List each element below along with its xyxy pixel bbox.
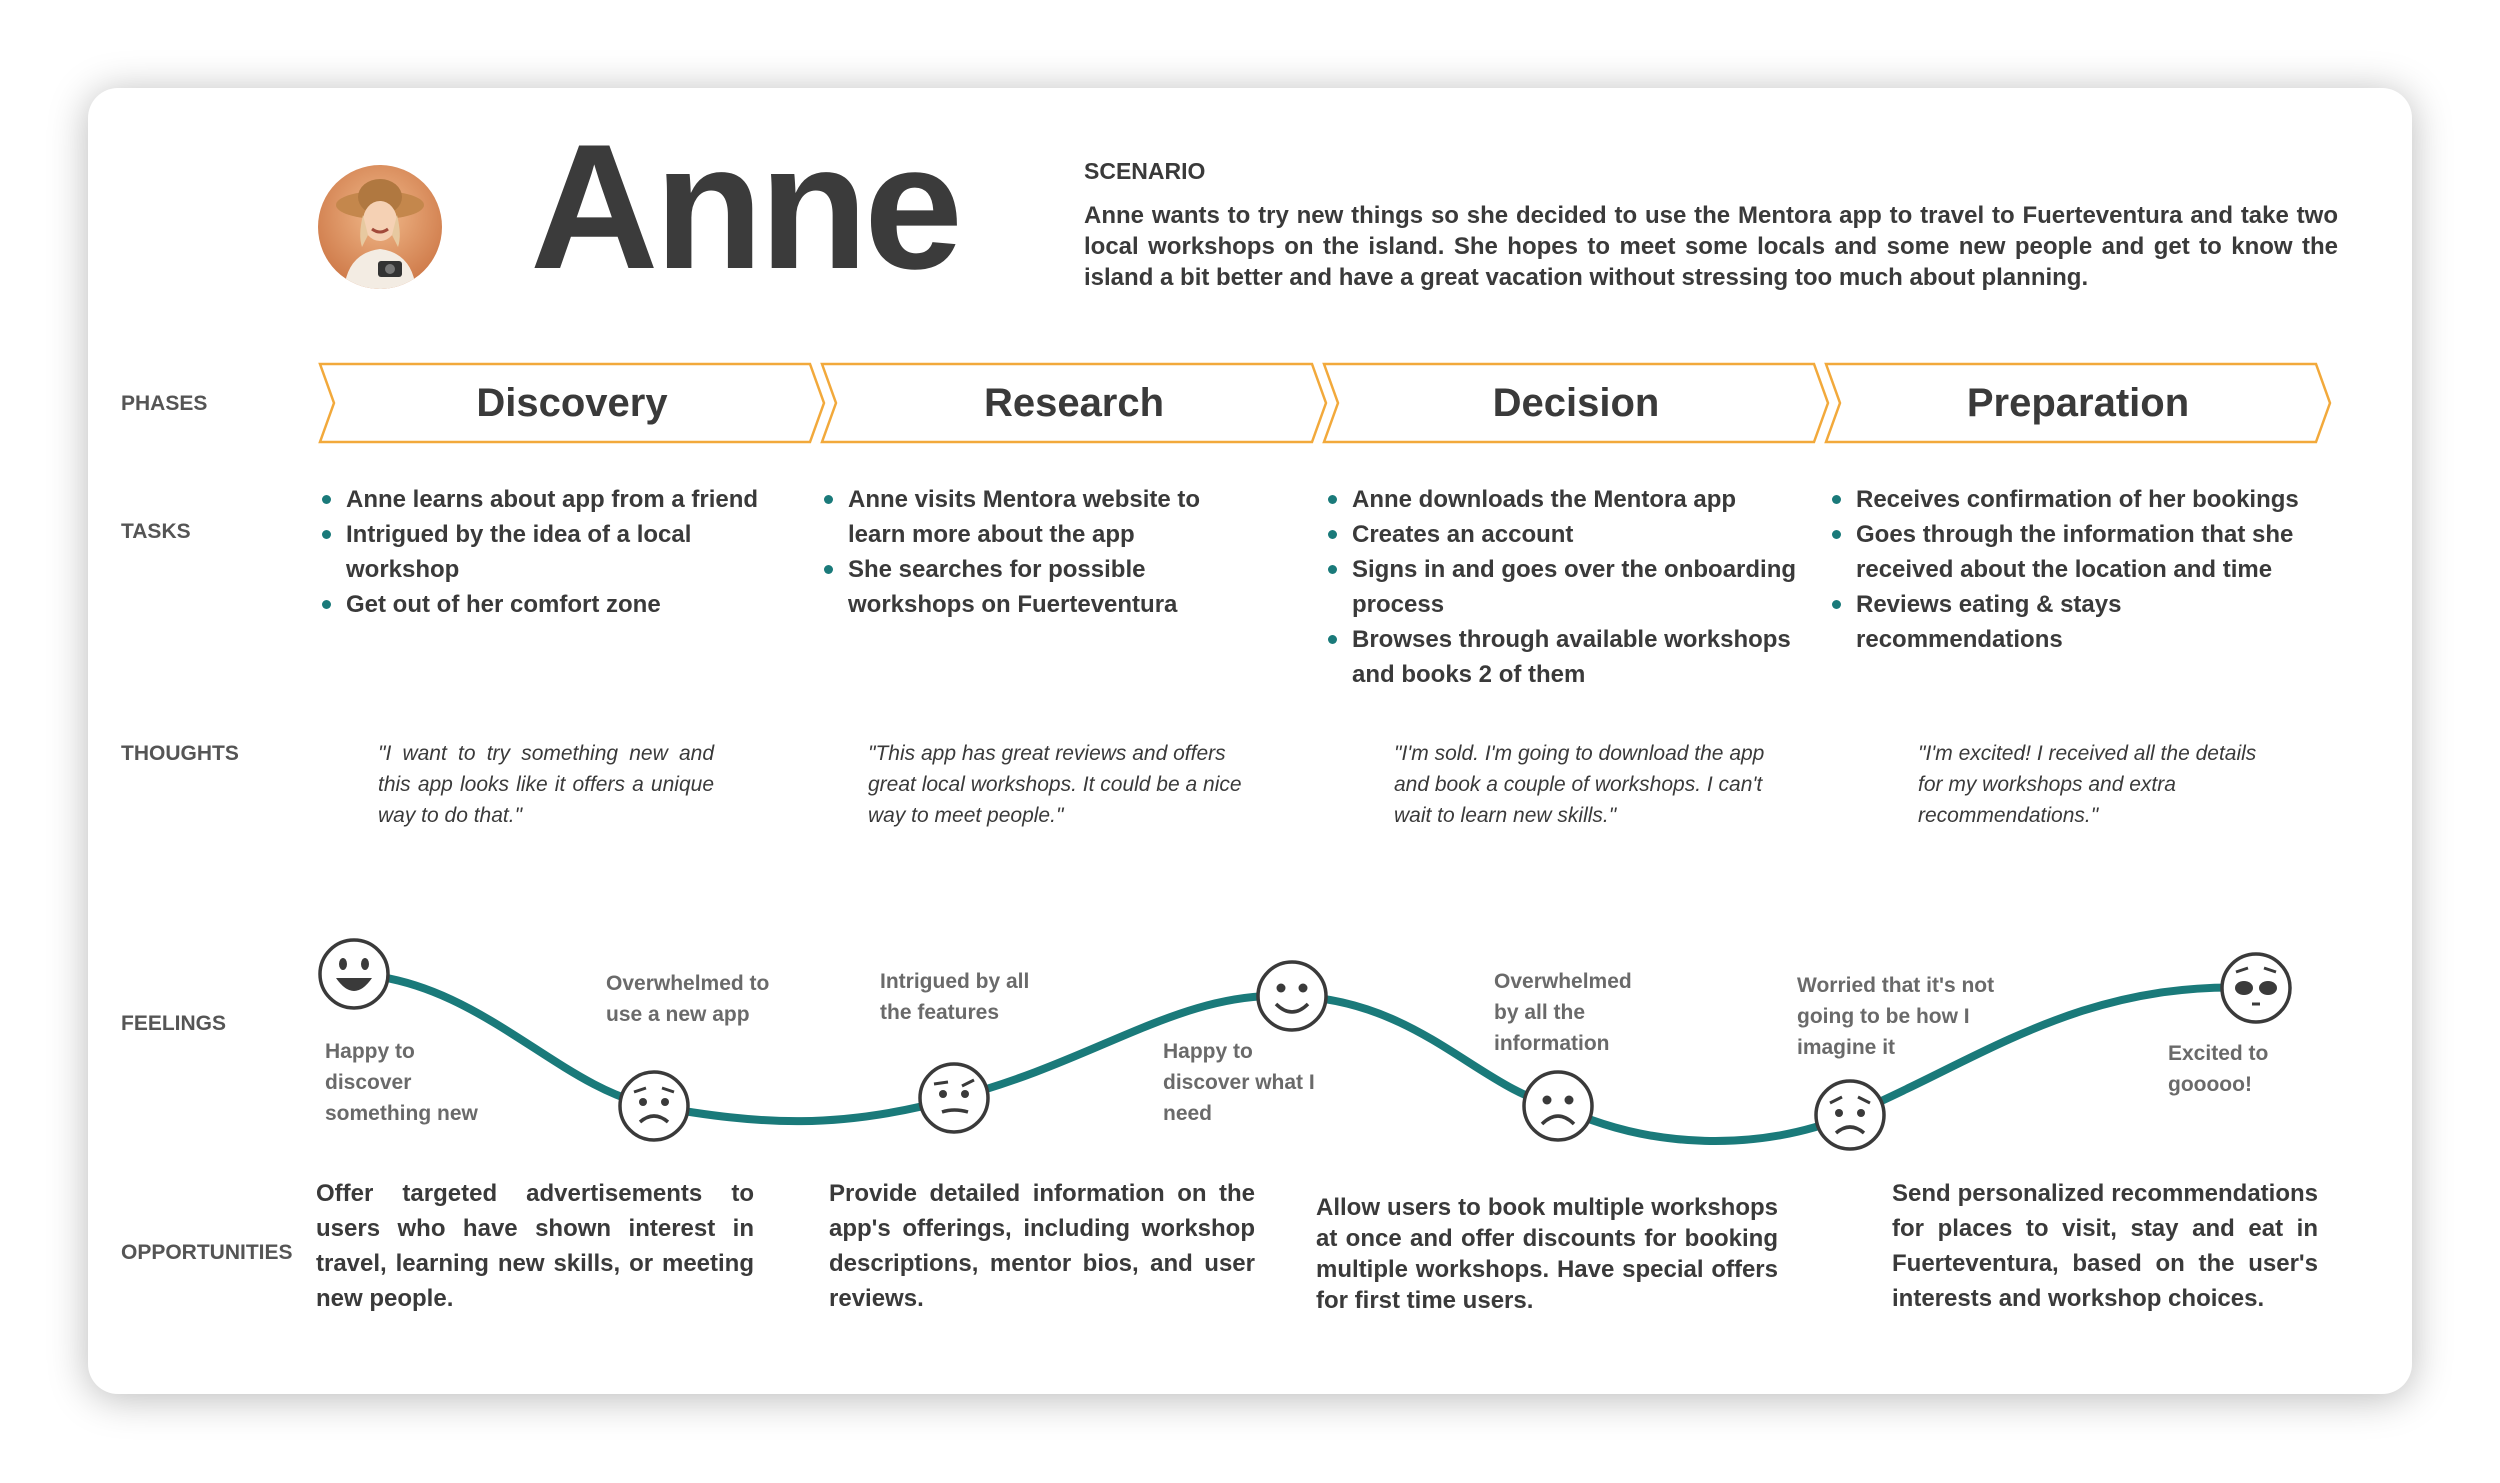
feeling-label: Intrigued by all the features: [880, 970, 1030, 1024]
row-label-opportunities: OPPORTUNITIES: [121, 1241, 293, 1264]
feeling-label: Overwhelmed to use a new app: [606, 972, 770, 1026]
sad-face-icon: [1524, 1072, 1592, 1140]
feeling-label: Overwhelmed by all the information: [1494, 970, 1632, 1055]
task-item: Intrigued by the idea of a local workshop: [318, 517, 778, 587]
scenario-text: Anne wants to try new things so she decided to use the Mentora app to travel to Fuerteventura and take two local workshops on the island. She hopes to meet some locals and some new people and get to know the island a bit better and have a great vacation without stressing too much about planning.: [1084, 202, 2338, 291]
smile-face-icon: [1258, 962, 1326, 1030]
row-label-phases: PHASES: [121, 392, 208, 415]
feeling-label: Worried that it's not going to be how I imagine it: [1797, 974, 1995, 1059]
thought-research: "This app has great reviews and offers great local workshops. It could be a nice way to meet people.": [868, 742, 1242, 827]
thought-preparation: "I'm excited! I received all the details for my workshops and extra recommendations.": [1918, 742, 2257, 827]
opportunity-preparation: Send personalized recommendations for places to visit, stay and eat in Fuerteventura, based on the user's interests and workshop choices.: [1892, 1180, 2318, 1312]
thought-discovery: "I want to try something new and this app looks like it offers a unique way to do that.": [378, 742, 714, 827]
feeling-label: Excited to gooooo!: [2168, 1042, 2269, 1096]
opportunity-discovery: Offer targeted advertisements to users who have shown interest in travel, learning new skills, or meeting new people.: [316, 1180, 754, 1312]
scenario-title: SCENARIO: [1084, 158, 1206, 184]
phase-label: Decision: [1492, 380, 1660, 425]
task-item: Anne visits Mentora website to learn more about the app: [820, 482, 1260, 552]
worried-face-icon: [620, 1072, 688, 1140]
skeptical-face-icon: [920, 1064, 988, 1132]
row-label-feelings: FEELINGS: [121, 1012, 227, 1035]
persona-name: Anne: [530, 107, 959, 306]
task-item: Browses through available workshops and books 2 of them: [1324, 622, 1808, 692]
feeling-label: Happy to discover something new: [325, 1040, 478, 1125]
task-item: Receives confirmation of her bookings: [1828, 482, 2328, 517]
excited-face-icon: [2222, 954, 2290, 1022]
grin-face-icon: [320, 940, 388, 1008]
row-label-tasks: TASKS: [121, 520, 191, 543]
row-label-thoughts: THOUGHTS: [121, 742, 239, 765]
task-item: Anne learns about app from a friend: [318, 482, 778, 517]
phase-label: Preparation: [1966, 380, 2190, 425]
task-item: Creates an account: [1324, 517, 1808, 552]
phase-label: Research: [983, 380, 1165, 425]
feeling-label: Happy to discover what I need: [1163, 1040, 1315, 1125]
opportunity-research: Provide detailed information on the app's offerings, including workshop descriptions, mentor bios, and user reviews.: [829, 1180, 1255, 1312]
opportunity-decision: Allow users to book multiple workshops at once and offer discounts for booking multiple workshops. Have special offers for first time users.: [1316, 1194, 1778, 1314]
thought-decision: "I'm sold. I'm going to download the app and book a couple of workshops. I can't wait to learn new skills.": [1394, 742, 1765, 827]
worried-face-icon: [1816, 1081, 1884, 1149]
task-item: Anne downloads the Mentora app: [1324, 482, 1808, 517]
task-item: She searches for possible workshops on Fuerteventura: [820, 552, 1260, 622]
task-item: Goes through the information that she received about the location and time: [1828, 517, 2328, 587]
phase-label: Discovery: [476, 380, 668, 425]
task-item: Signs in and goes over the onboarding process: [1324, 552, 1808, 622]
task-item: Reviews eating & stays recommendations: [1828, 587, 2328, 657]
task-item: Get out of her comfort zone: [318, 587, 778, 622]
